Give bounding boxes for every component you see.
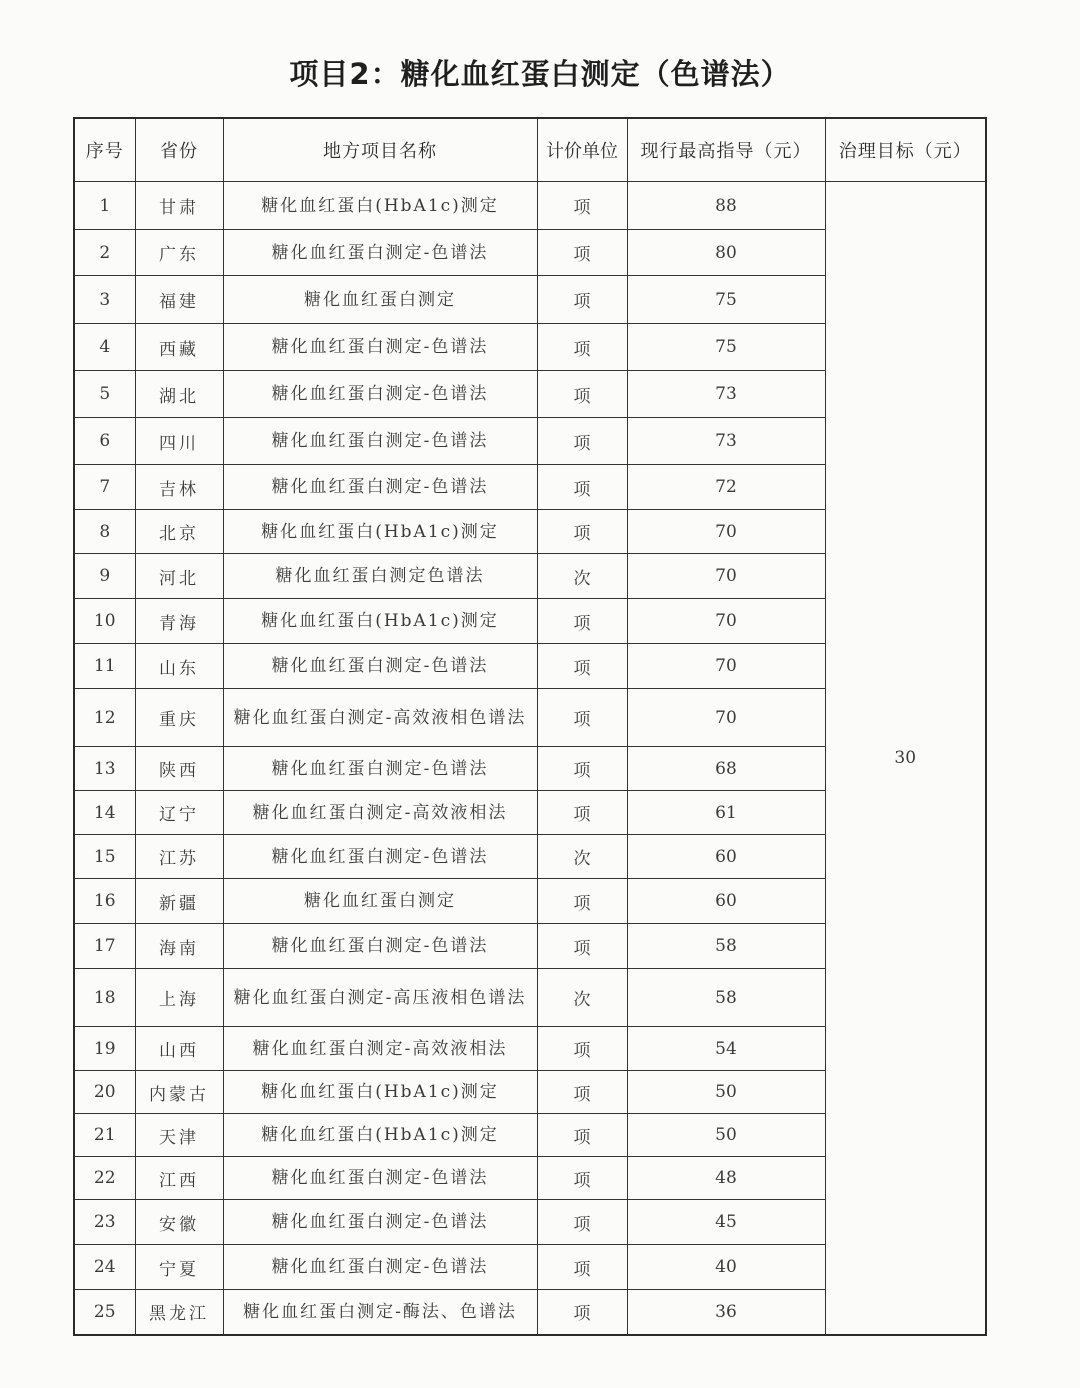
project-name-cell: 糖化血红蛋白(HbA1c)测定 <box>223 1071 537 1114</box>
row-number: 13 <box>74 747 135 791</box>
project-name-cell: 糖化血红蛋白测定-色谱法 <box>223 324 537 371</box>
price-cell: 50 <box>627 1071 825 1114</box>
row-number: 6 <box>74 418 135 465</box>
page-title: 项目2：糖化血红蛋白测定（色谱法） <box>289 57 791 91</box>
project-name-cell: 糖化血红蛋白测定-色谱法 <box>223 1157 537 1200</box>
unit-cell: 项 <box>537 182 627 230</box>
price-cell: 61 <box>627 791 825 835</box>
row-number: 21 <box>74 1114 135 1157</box>
price-cell: 75 <box>627 324 825 371</box>
project-name-cell: 糖化血红蛋白测定-色谱法 <box>223 418 537 465</box>
row-number: 4 <box>74 324 135 371</box>
price-cell: 60 <box>627 835 825 879</box>
row-number: 15 <box>74 835 135 879</box>
project-name-cell: 糖化血红蛋白测定-高压液相色谱法 <box>223 969 537 1027</box>
price-cell: 73 <box>627 418 825 465</box>
price-cell: 88 <box>627 182 825 230</box>
project-name-cell: 糖化血红蛋白测定-色谱法 <box>223 371 537 418</box>
row-number: 2 <box>74 230 135 276</box>
row-number: 24 <box>74 1245 135 1290</box>
row-number: 12 <box>74 689 135 747</box>
province-cell: 河北 <box>135 554 223 599</box>
province-cell: 新疆 <box>135 879 223 924</box>
unit-cell: 次 <box>537 835 627 879</box>
project-name-cell: 糖化血红蛋白测定色谱法 <box>223 554 537 599</box>
price-cell: 60 <box>627 879 825 924</box>
project-name-cell: 糖化血红蛋白(HbA1c)测定 <box>223 1114 537 1157</box>
row-number: 22 <box>74 1157 135 1200</box>
row-number: 18 <box>74 969 135 1027</box>
unit-cell: 项 <box>537 1071 627 1114</box>
unit-cell: 次 <box>537 554 627 599</box>
province-cell: 内蒙古 <box>135 1071 223 1114</box>
province-cell: 天津 <box>135 1114 223 1157</box>
row-number: 25 <box>74 1290 135 1335</box>
province-cell: 重庆 <box>135 689 223 747</box>
price-cell: 70 <box>627 599 825 644</box>
project-name-cell: 糖化血红蛋白测定-色谱法 <box>223 465 537 510</box>
target-cell: 30 <box>825 182 986 1335</box>
unit-cell: 项 <box>537 1245 627 1290</box>
province-cell: 山西 <box>135 1027 223 1071</box>
table-row <box>74 182 986 230</box>
row-number: 16 <box>74 879 135 924</box>
price-table <box>73 117 987 1336</box>
header-cell: 计价单位 <box>537 118 627 182</box>
province-cell: 江苏 <box>135 835 223 879</box>
project-name-cell: 糖化血红蛋白测定-高效液相色谱法 <box>223 689 537 747</box>
province-cell: 吉林 <box>135 465 223 510</box>
project-name-cell: 糖化血红蛋白测定-色谱法 <box>223 644 537 689</box>
header-cell: 序号 <box>74 118 135 182</box>
header-cell: 治理目标（元） <box>825 118 986 182</box>
unit-cell: 项 <box>537 276 627 324</box>
row-number: 20 <box>74 1071 135 1114</box>
province-cell: 甘肃 <box>135 182 223 230</box>
project-name-cell: 糖化血红蛋白测定 <box>223 879 537 924</box>
row-number: 5 <box>74 371 135 418</box>
unit-cell: 项 <box>537 879 627 924</box>
unit-cell: 项 <box>537 689 627 747</box>
project-name-cell: 糖化血红蛋白(HbA1c)测定 <box>223 599 537 644</box>
province-cell: 西藏 <box>135 324 223 371</box>
price-cell: 70 <box>627 644 825 689</box>
project-name-cell: 糖化血红蛋白测定-色谱法 <box>223 1200 537 1245</box>
province-cell: 北京 <box>135 510 223 554</box>
province-cell: 广东 <box>135 230 223 276</box>
row-number: 10 <box>74 599 135 644</box>
province-cell: 辽宁 <box>135 791 223 835</box>
project-name-cell: 糖化血红蛋白(HbA1c)测定 <box>223 510 537 554</box>
row-number: 17 <box>74 924 135 969</box>
project-name-cell: 糖化血红蛋白测定-高效液相法 <box>223 1027 537 1071</box>
price-cell: 70 <box>627 510 825 554</box>
province-cell: 黑龙江 <box>135 1290 223 1335</box>
row-number: 14 <box>74 791 135 835</box>
province-cell: 宁夏 <box>135 1245 223 1290</box>
province-cell: 福建 <box>135 276 223 324</box>
price-cell: 58 <box>627 924 825 969</box>
unit-cell: 项 <box>537 599 627 644</box>
price-cell: 80 <box>627 230 825 276</box>
province-cell: 海南 <box>135 924 223 969</box>
table-header-row <box>74 118 986 182</box>
province-cell: 山东 <box>135 644 223 689</box>
row-number: 11 <box>74 644 135 689</box>
row-number: 9 <box>74 554 135 599</box>
price-cell: 75 <box>627 276 825 324</box>
price-cell: 70 <box>627 554 825 599</box>
unit-cell: 项 <box>537 1114 627 1157</box>
unit-cell: 项 <box>537 924 627 969</box>
project-name-cell: 糖化血红蛋白测定 <box>223 276 537 324</box>
unit-cell: 项 <box>537 1290 627 1335</box>
row-number: 19 <box>74 1027 135 1071</box>
unit-cell: 项 <box>537 791 627 835</box>
unit-cell: 项 <box>537 465 627 510</box>
province-cell: 陕西 <box>135 747 223 791</box>
row-number: 1 <box>74 182 135 230</box>
row-number: 3 <box>74 276 135 324</box>
price-cell: 50 <box>627 1114 825 1157</box>
unit-cell: 项 <box>537 747 627 791</box>
project-name-cell: 糖化血红蛋白测定-高效液相法 <box>223 791 537 835</box>
province-cell: 四川 <box>135 418 223 465</box>
province-cell: 湖北 <box>135 371 223 418</box>
price-cell: 45 <box>627 1200 825 1245</box>
project-name-cell: 糖化血红蛋白测定-色谱法 <box>223 924 537 969</box>
unit-cell: 项 <box>537 644 627 689</box>
header-cell: 省份 <box>135 118 223 182</box>
row-number: 7 <box>74 465 135 510</box>
unit-cell: 项 <box>537 510 627 554</box>
unit-cell: 项 <box>537 1027 627 1071</box>
project-name-cell: 糖化血红蛋白测定-色谱法 <box>223 230 537 276</box>
unit-cell: 项 <box>537 1157 627 1200</box>
row-number: 23 <box>74 1200 135 1245</box>
unit-cell: 项 <box>537 371 627 418</box>
row-number: 8 <box>74 510 135 554</box>
price-cell: 70 <box>627 689 825 747</box>
project-name-cell: 糖化血红蛋白测定-色谱法 <box>223 835 537 879</box>
project-name-cell: 糖化血红蛋白测定-色谱法 <box>223 747 537 791</box>
project-name-cell: 糖化血红蛋白测定-色谱法 <box>223 1245 537 1290</box>
unit-cell: 项 <box>537 230 627 276</box>
province-cell: 安徽 <box>135 1200 223 1245</box>
unit-cell: 次 <box>537 969 627 1027</box>
table-body <box>74 182 986 1335</box>
header-cell: 现行最高指导（元） <box>627 118 825 182</box>
price-cell: 58 <box>627 969 825 1027</box>
province-cell: 上海 <box>135 969 223 1027</box>
price-cell: 36 <box>627 1290 825 1335</box>
header-cell: 地方项目名称 <box>223 118 537 182</box>
unit-cell: 项 <box>537 418 627 465</box>
price-cell: 48 <box>627 1157 825 1200</box>
province-cell: 青海 <box>135 599 223 644</box>
project-name-cell: 糖化血红蛋白测定-酶法、色谱法 <box>223 1290 537 1335</box>
unit-cell: 项 <box>537 1200 627 1245</box>
price-cell: 54 <box>627 1027 825 1071</box>
price-cell: 68 <box>627 747 825 791</box>
price-cell: 72 <box>627 465 825 510</box>
price-cell: 40 <box>627 1245 825 1290</box>
province-cell: 江西 <box>135 1157 223 1200</box>
unit-cell: 项 <box>537 324 627 371</box>
price-cell: 73 <box>627 371 825 418</box>
project-name-cell: 糖化血红蛋白(HbA1c)测定 <box>223 182 537 230</box>
